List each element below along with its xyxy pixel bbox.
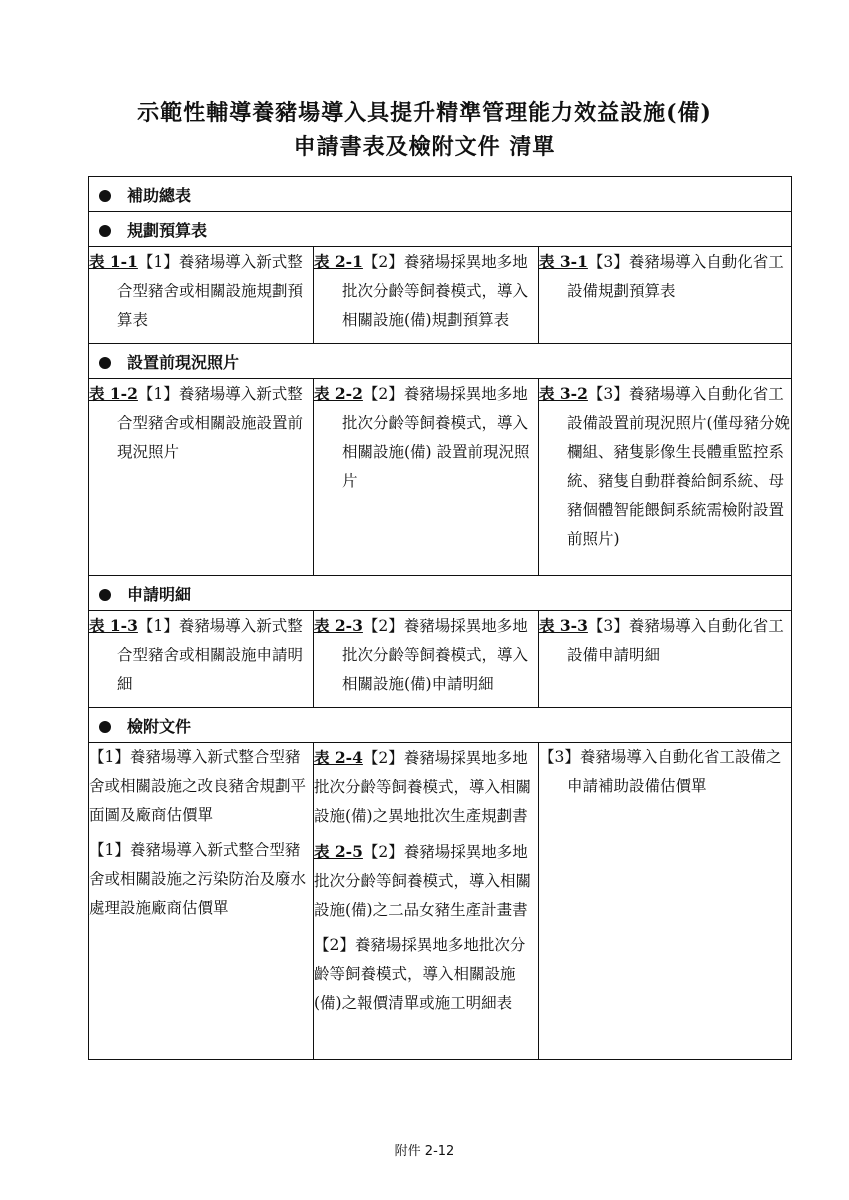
photos-cell-3 <box>539 379 792 576</box>
form-text: 【3】養豬場導入自動化省工設備規劃預算表 <box>567 253 784 300</box>
bullet-icon <box>99 357 111 369</box>
form-code: 表 1-1 <box>89 252 138 271</box>
details-cell-2 <box>314 611 539 708</box>
form-code: 表 1-2 <box>89 384 138 403</box>
form-code: 表 2-5 <box>314 842 363 861</box>
form-text: 【2】養豬場採異地多地批次分齡等飼養模式，導入相關設施(備)之二品女豬生產計畫書 <box>314 843 532 919</box>
section-label: 檢附文件 <box>127 716 192 736</box>
form-text: 【1】養豬場導入新式整合型豬舍或相關設施設置前現況照片 <box>117 385 304 461</box>
form-code: 表 2-3 <box>314 616 363 635</box>
form-text: 【1】養豬場導入新式整合型豬舍或相關設施申請明細 <box>117 617 304 693</box>
page-number: 附件 2-12 <box>394 1144 455 1159</box>
attachment-item: 【1】養豬場導入新式整合型豬舍或相關設施之污染防治及廢水處理設施廠商估價單 <box>89 841 307 917</box>
section-label: 規劃預算表 <box>127 220 208 240</box>
document-title <box>0 96 849 164</box>
budget-cell-3 <box>539 247 792 344</box>
attachment-item: 【1】養豬場導入新式整合型豬舍或相關設施之改良豬舍規劃平面圖及廠商估價單 <box>89 748 307 824</box>
section-label: 補助總表 <box>127 185 192 205</box>
form-text: 【1】養豬場導入新式整合型豬舍或相關設施規劃預算表 <box>117 253 304 329</box>
form-code: 表 3-3 <box>539 616 588 635</box>
attachment-item: 【2】養豬場採異地多地批次分齡等飼養模式，導入相關設施(備)之報價清單或施工明細表 <box>314 936 526 1012</box>
title-line-1: 示範性輔導養豬場導入具提升精準管理能力效益設施(備) <box>137 100 712 126</box>
form-text: 【2】養豬場採異地多地批次分齡等飼養模式，導入相關設施(備) 設置前現況照片 <box>342 385 530 490</box>
form-code: 表 2-2 <box>314 384 363 403</box>
details-cell-3 <box>539 611 792 708</box>
form-text: 【2】養豬場採異地多地批次分齡等飼養模式，導入相關設施(備)之異地批次生產規劃書 <box>314 749 532 825</box>
details-row <box>89 611 792 708</box>
attachments-cell-1 <box>89 743 314 1060</box>
bullet-icon <box>99 589 111 601</box>
bullet-icon <box>99 190 111 202</box>
form-text: 【2】養豬場採異地多地批次分齡等飼養模式，導入相關設施(備)規劃預算表 <box>342 253 529 329</box>
budget-row <box>89 247 792 344</box>
checklist-table <box>88 176 792 1060</box>
form-code: 表 1-3 <box>89 616 138 635</box>
details-cell-1 <box>89 611 314 708</box>
form-text: 【3】養豬場導入自動化省工設備設置前現況照片(僅母豬分娩欄組、豬隻影像生長體重監控系統、豬隻自動群養給飼系統、母豬個體智能餵飼系統需檢附設置前照片) <box>567 385 791 548</box>
attachment-item: 【3】養豬場導入自動化省工設備之申請補助設備估價單 <box>539 748 782 795</box>
section-row-budget <box>89 212 792 247</box>
form-text: 【3】養豬場導入自動化省工設備申請明細 <box>567 617 784 664</box>
attachments-cell-2 <box>314 743 539 1060</box>
photos-cell-2 <box>314 379 539 576</box>
form-code: 表 2-4 <box>314 748 363 767</box>
attachments-row <box>89 743 792 1060</box>
bullet-icon <box>99 225 111 237</box>
form-code: 表 3-1 <box>539 252 588 271</box>
section-row-photos <box>89 344 792 379</box>
section-row-attachments <box>89 708 792 743</box>
section-label: 設置前現況照片 <box>127 352 240 372</box>
section-row-details <box>89 576 792 611</box>
budget-cell-1 <box>89 247 314 344</box>
photos-row <box>89 379 792 576</box>
form-code: 表 2-1 <box>314 252 363 271</box>
attachment-item <box>314 743 538 831</box>
section-label: 申請明細 <box>127 584 192 604</box>
section-row-summary <box>89 177 792 212</box>
attachment-item <box>314 837 538 925</box>
photos-cell-1 <box>89 379 314 576</box>
title-line-2: 申請書表及檢附文件 清單 <box>293 134 556 160</box>
form-code: 表 3-2 <box>539 384 588 403</box>
attachments-cell-3 <box>539 743 792 1060</box>
budget-cell-2 <box>314 247 539 344</box>
form-text: 【2】養豬場採異地多地批次分齡等飼養模式，導入相關設施(備)申請明細 <box>342 617 529 693</box>
bullet-icon <box>99 721 111 733</box>
